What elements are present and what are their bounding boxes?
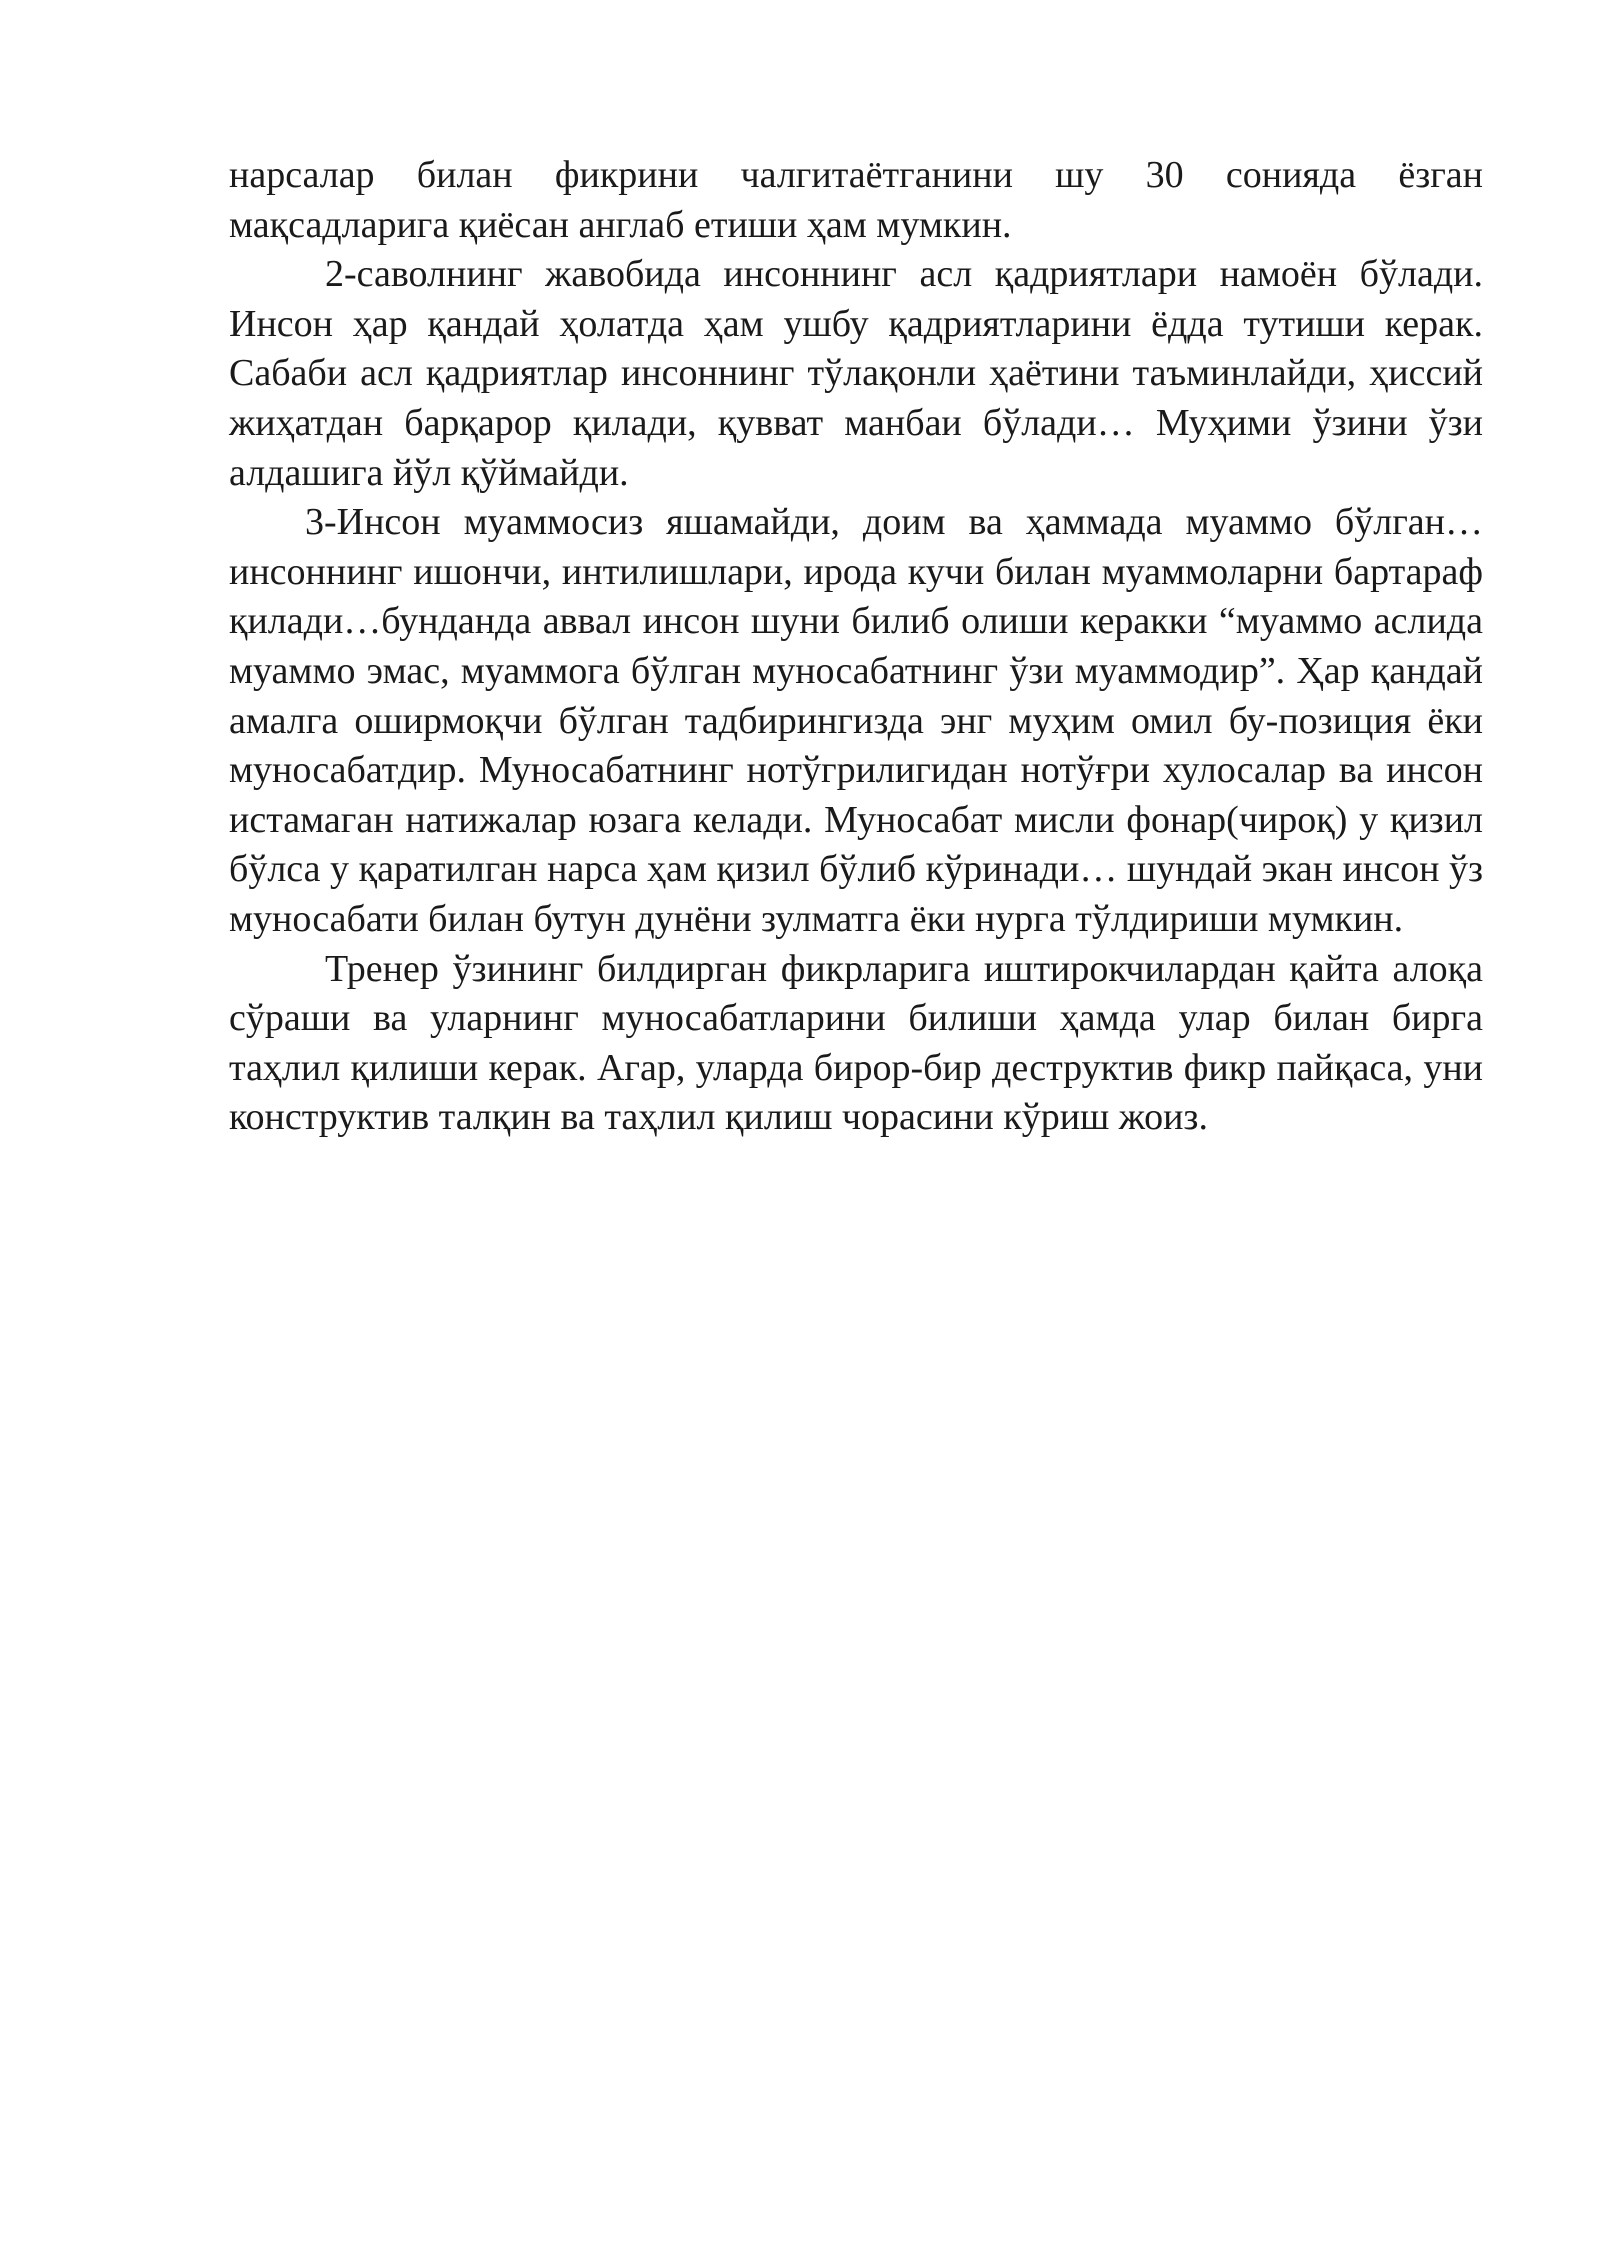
paragraph-question-2: 2-саволнинг жавобида инсоннинг асл қадриятлари намоён бўлади. Инсон ҳар қандай ҳолатда ҳам ушбу қадриятларини ёдда тутиши керак. Сабаби асл қадриятлар инсоннинг тўлақонли ҳаётини таъминлайди, ҳиссий жиҳатдан барқарор қилади, қувват манбаи бўлади… Муҳими ўзини ўзи алдашига йўл қўймайди. — [229, 253, 1483, 494]
paragraph-trainer: Тренер ўзининг билдирган фикрларига иштирокчилардан қайта алоқа сўраши ва уларнинг муносабатларини билиши ҳамда улар билан бирга таҳлил қилиши керак. Агар, уларда бирор-бир деструктив фикр пайқаса, уни конструктив талқин ва таҳлил қилиш чорасини кўриш жоиз. — [229, 947, 1483, 1139]
paragraph-continuation: нарсалар билан фикрини чалгитаётганини шу 30 сонияда ёзган мақсадларига қиёсан англаб етиши ҳам мумкин. — [229, 154, 1483, 246]
document-body — [229, 151, 1483, 1143]
paragraph-question-3: 3-Инсон муаммосиз яшамайди, доим ва ҳаммада муаммо бўлган…инсоннинг ишончи, интилишлари, ирода кучи билан муаммоларни бартараф қилади…бунданда аввал инсон шуни билиб олиши керакки “муаммо аслида муаммо эмас, муаммога бўлган муносабатнинг ўзи муаммодир”. Ҳар қандай амалга оширмоқчи бўлган тадбирингизда энг муҳим омил бу-позиция ёки муносабатдир. Муносабатнинг нотўгрилигидан нотўғри хулосалар ва инсон истамаган натижалар юзага келади. Муносабат мисли фонар(чироқ) у қизил бўлса у қаратилган нарса ҳам қизил бўлиб кўринади… шундай экан инсон ўз муносабати билан бутун дунёни зулматга ёки нурга тўлдириши мумкин. — [229, 501, 1483, 940]
